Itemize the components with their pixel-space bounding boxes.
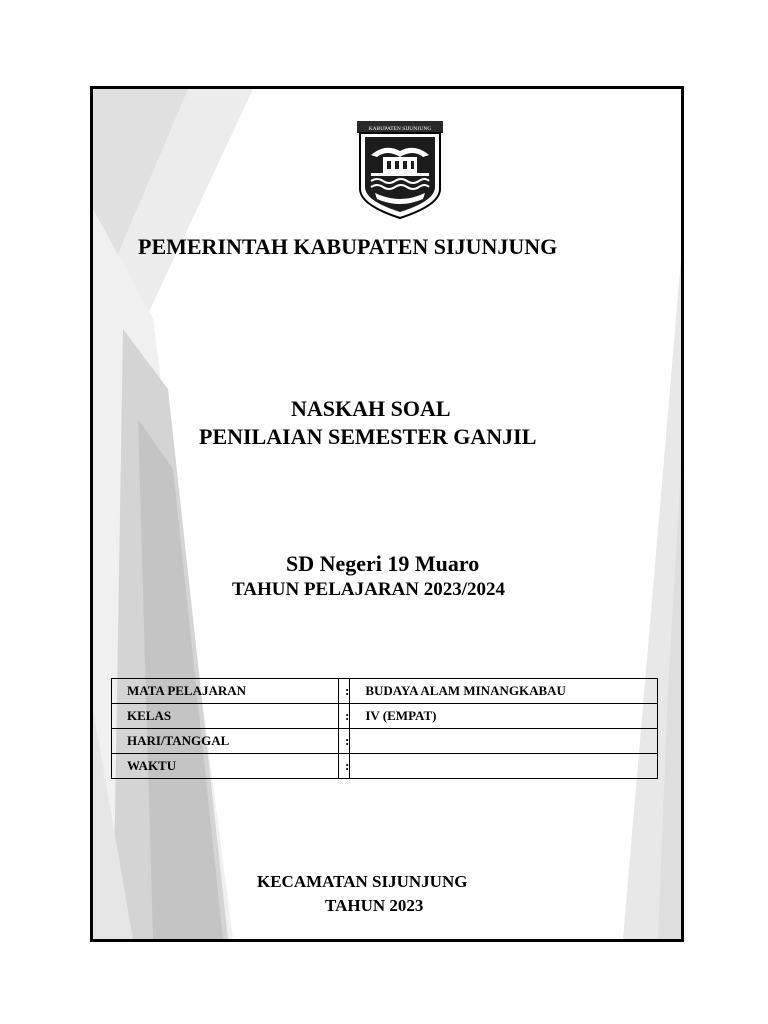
row-value: [350, 729, 658, 754]
academic-year: TAHUN PELAJARAN 2023/2024: [232, 579, 506, 600]
emblem-banner-text: KABUPATEN SIJUNJUNG: [368, 126, 432, 132]
footer-year: TAHUN 2023: [325, 896, 424, 915]
row-label: WAKTU: [112, 754, 339, 779]
government-heading: PEMERINTAH KABUPATEN SIJUNJUNG: [138, 234, 558, 259]
table-row: [112, 679, 658, 704]
row-colon: :: [339, 729, 350, 754]
cover-frame: [90, 86, 684, 942]
row-label: KELAS: [112, 704, 339, 729]
table-row: [112, 704, 658, 729]
kabupaten-sijunjung-emblem-icon: [357, 121, 443, 219]
row-colon: :: [339, 679, 350, 704]
table-row: [112, 729, 658, 754]
school-name: SD Negeri 19 Muaro: [286, 551, 480, 576]
row-label: HARI/TANGGAL: [112, 729, 339, 754]
exam-info-table: [111, 678, 658, 779]
row-colon: :: [339, 754, 350, 779]
table-row: [112, 754, 658, 779]
footer-district: KECAMATAN SIJUNJUNG: [257, 872, 468, 891]
row-colon: :: [339, 704, 350, 729]
row-value: [350, 754, 658, 779]
document-title-line2: PENILAIAN SEMESTER GANJIL: [199, 424, 537, 449]
row-label: MATA PELAJARAN: [112, 679, 339, 704]
document-title-line1: NASKAH SOAL: [291, 396, 451, 421]
row-value: IV (EMPAT): [350, 704, 658, 729]
row-value: BUDAYA ALAM MINANGKABAU: [350, 679, 658, 704]
